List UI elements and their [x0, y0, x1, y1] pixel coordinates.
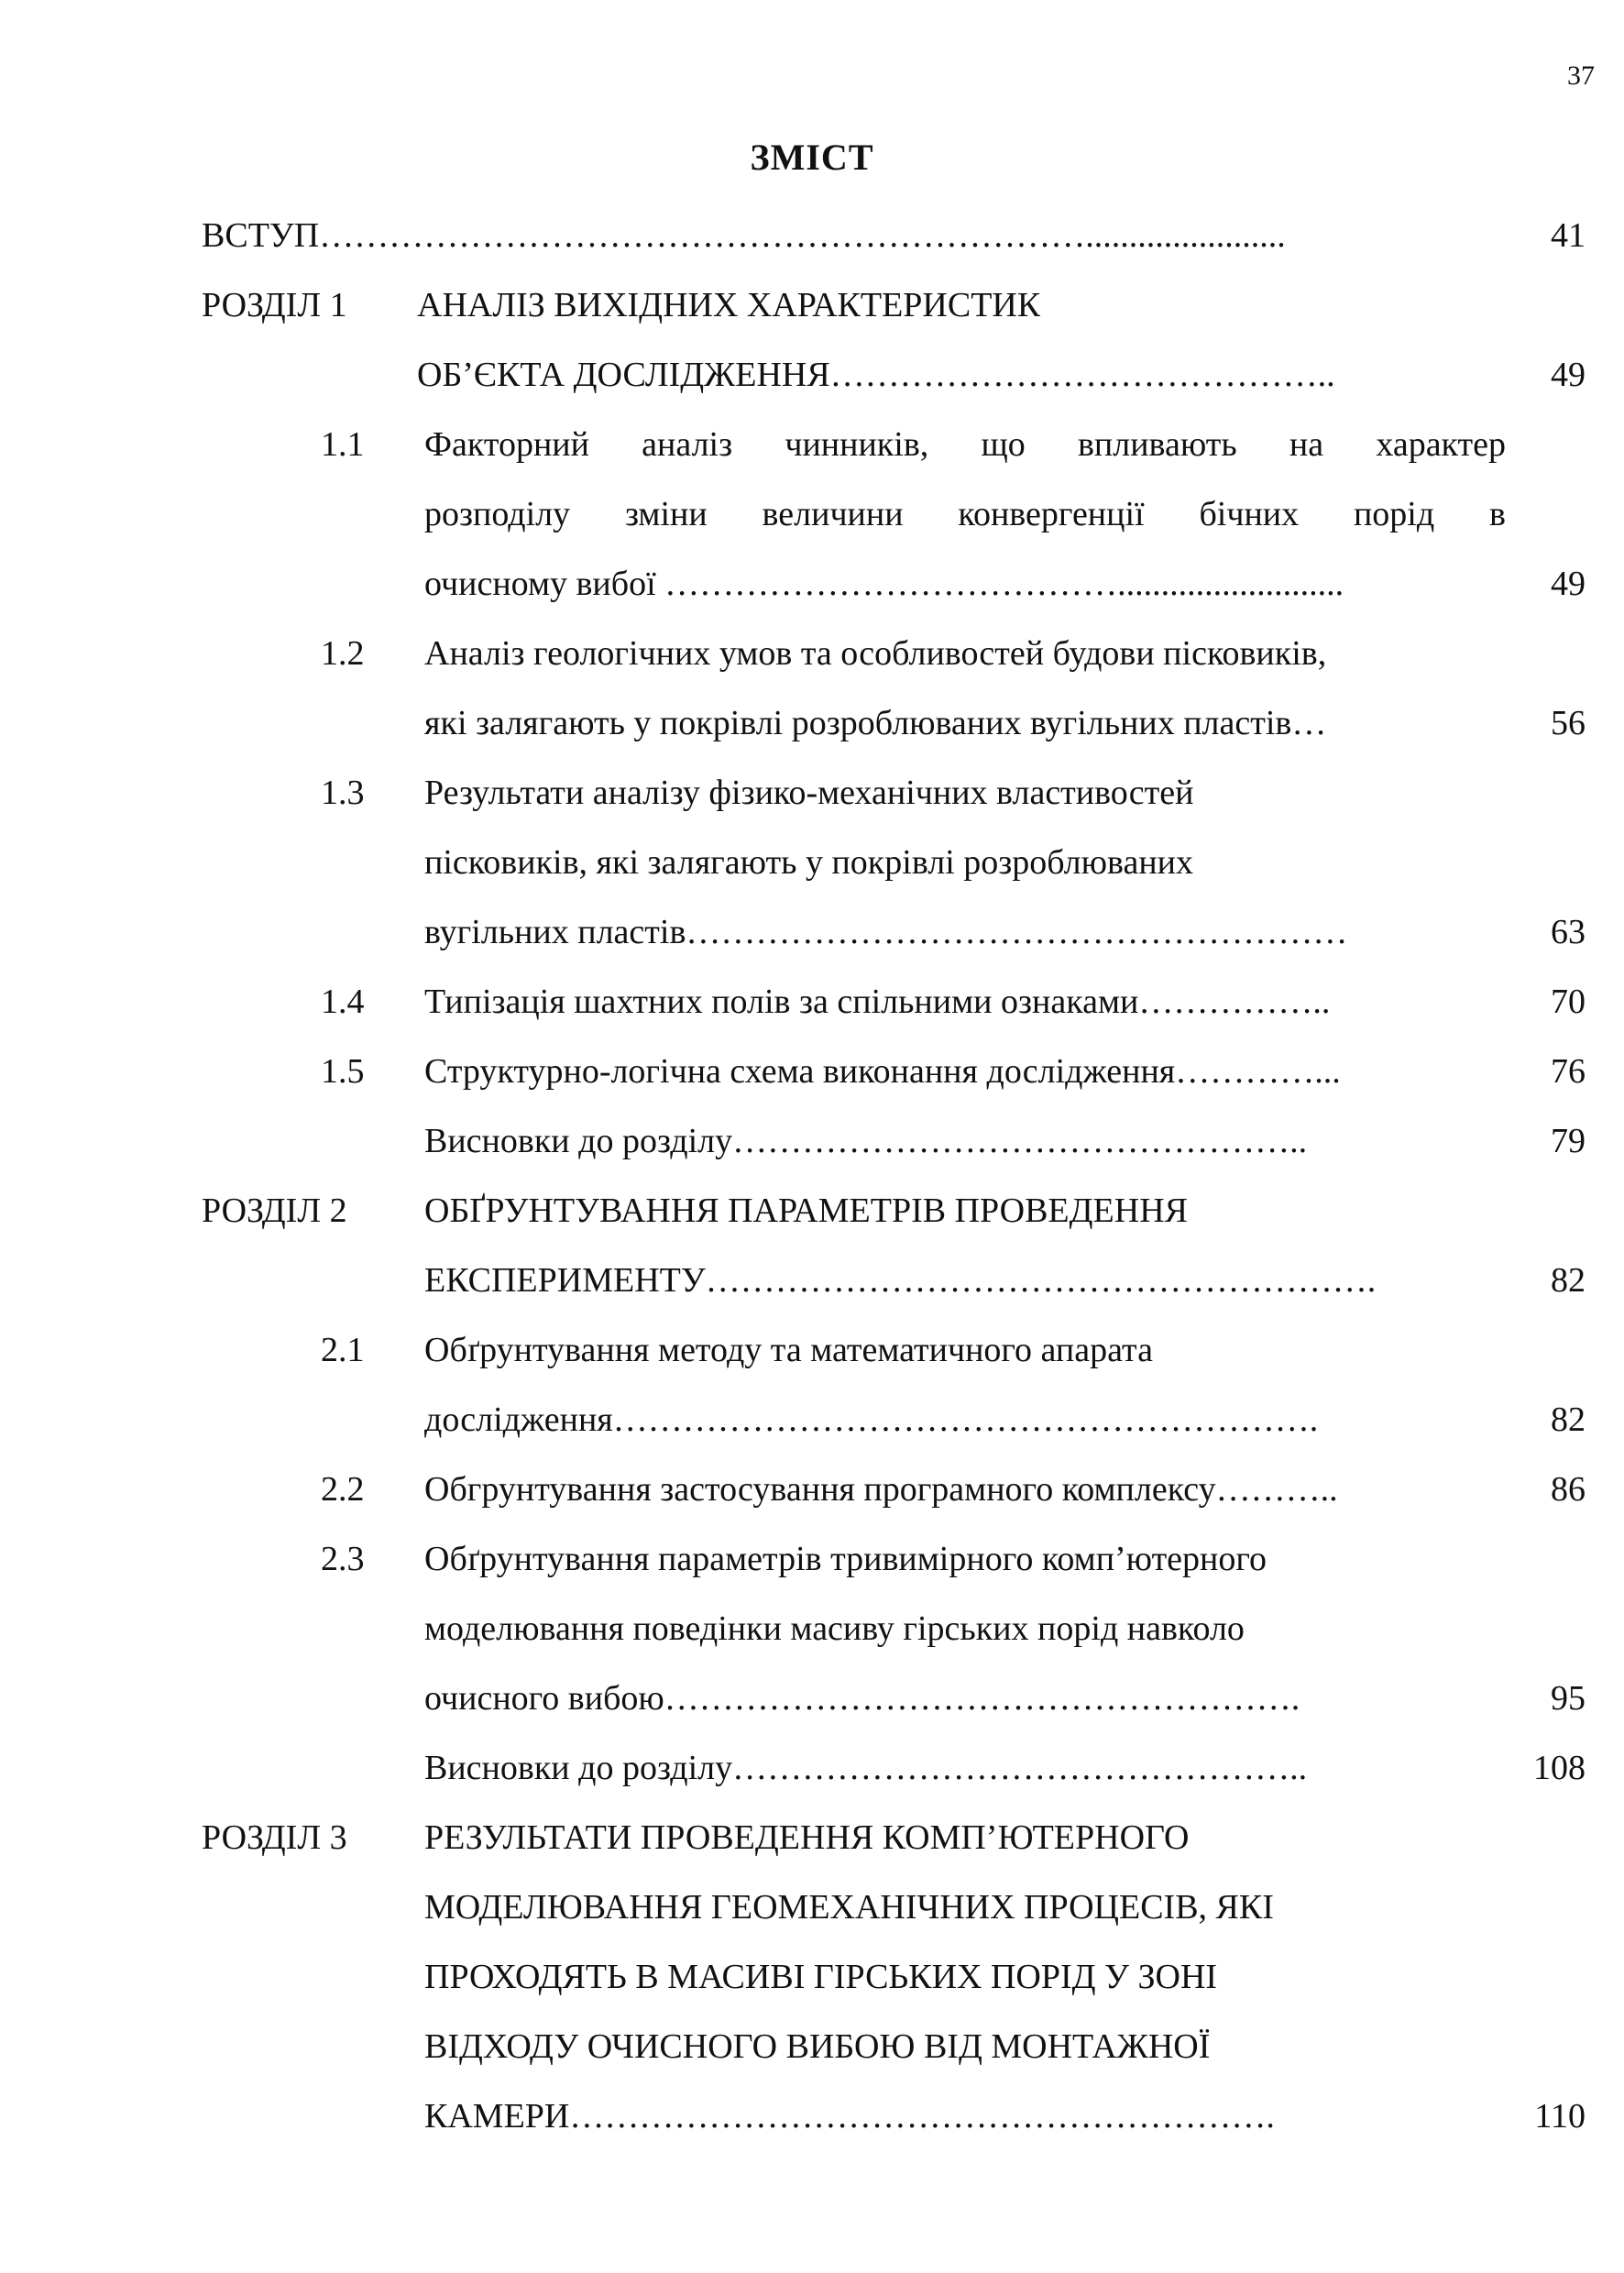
toc-entry-page: 70 — [1551, 983, 1586, 1021]
toc-entry-conclusions-1[interactable] — [0, 1107, 1624, 1175]
toc-entry-label: 2.3 — [321, 1540, 365, 1578]
toc-entry-line — [0, 1386, 1624, 1454]
toc-entry-text: розподілу зміни величини конвергенції бічних порід в — [424, 495, 1506, 533]
toc-entry-text: Факторний аналіз чинників, що впливають на характер — [424, 425, 1506, 464]
toc-entry-page: 110 — [1534, 2097, 1586, 2136]
toc-title: ЗМІСТ — [750, 137, 874, 178]
toc-entry-text: очисному вибої ………………………………….......................... — [424, 565, 1344, 603]
toc-entry-chapter-3[interactable] — [0, 1804, 1624, 1872]
toc-entry-text: дослідження……………………………………………………. — [424, 1400, 1319, 1439]
toc-entry-line — [0, 1595, 1624, 1663]
toc-entry-page: 76 — [1551, 1052, 1586, 1091]
toc-entry-line — [0, 689, 1624, 757]
toc-entry-page: 79 — [1551, 1122, 1586, 1160]
toc-entry-text: вугільних пластів………………………………………………… — [424, 913, 1348, 951]
toc-entry-chapter-2[interactable] — [0, 1177, 1624, 1245]
toc-entry-text: Типізація шахтних полів за спільними ознаками…………….. — [424, 983, 1331, 1021]
toc-entry-label: РОЗДІЛ 1 — [202, 286, 347, 324]
toc-entry-label: 1.3 — [321, 774, 365, 812]
toc-entry-text: ВІДХОДУ ОЧИСНОГО ВИБОЮ ВІД МОНТАЖНОЇ — [424, 2027, 1211, 2066]
toc-entry-line — [0, 2082, 1624, 2150]
toc-entry-line — [0, 829, 1624, 896]
toc-entry-chapter-1[interactable] — [0, 271, 1624, 339]
toc-entry-line — [0, 2013, 1624, 2081]
toc-entry-page: 108 — [1533, 1749, 1586, 1787]
toc-entry-label: РОЗДІЛ 2 — [202, 1191, 347, 1230]
toc-entry-label: 1.5 — [321, 1052, 365, 1091]
toc-entry-text: ПРОХОДЯТЬ В МАСИВІ ГІРСЬКИХ ПОРІД У ЗОНІ — [424, 1958, 1218, 1996]
toc-entry-line — [0, 1943, 1624, 2011]
toc-entry-text: ОБ’ЄКТА ДОСЛІДЖЕННЯ…………………………………….. — [417, 356, 1335, 394]
toc-entry-label: 2.2 — [321, 1470, 365, 1509]
toc-entry-line — [0, 480, 1624, 548]
toc-entry-page: 86 — [1551, 1470, 1586, 1509]
toc-entry-section-2-3[interactable] — [0, 1525, 1624, 1593]
toc-entry-line — [0, 1246, 1624, 1314]
toc-entry-text: ВСТУП…………………………………………………………....................... — [202, 216, 1286, 255]
toc-entry-section-1-5[interactable] — [0, 1038, 1624, 1105]
toc-entry-page: 41 — [1551, 216, 1586, 255]
toc-entry-page: 82 — [1551, 1261, 1586, 1300]
toc-entry-label: РОЗДІЛ 3 — [202, 1818, 347, 1857]
toc-entry-text: які залягають у покрівлі розроблюваних вугільних пластів… — [424, 704, 1327, 742]
toc-entry-text: Висновки до розділу………………………………………….. — [424, 1749, 1308, 1787]
toc-entry-line — [0, 550, 1624, 618]
toc-entry-line — [0, 1664, 1624, 1732]
toc-entry-text: пісковиків, які залягають у покрівлі розроблюваних — [424, 843, 1194, 882]
toc-entry-line — [0, 898, 1624, 966]
toc-entry-section-2-2[interactable] — [0, 1455, 1624, 1523]
toc-entry-line — [0, 1873, 1624, 1941]
toc-entry-page: 82 — [1551, 1400, 1586, 1439]
toc-entry-label: 2.1 — [321, 1331, 365, 1369]
toc-entry-text: Обґрунтування параметрів тривимірного комп’ютерного — [424, 1540, 1267, 1578]
toc-entry-text: Висновки до розділу………………………………………….. — [424, 1122, 1308, 1160]
toc-entry-text: Обґрунтування методу та математичного апарата — [424, 1331, 1153, 1369]
toc-entry-label: 1.4 — [321, 983, 365, 1021]
toc-entry-text: ЕКСПЕРИМЕНТУ…………………………………………………. — [424, 1261, 1377, 1300]
toc-entry-page: 56 — [1551, 704, 1586, 742]
toc-entry-line — [0, 341, 1624, 409]
toc-entry-page: 49 — [1551, 356, 1586, 394]
toc-entry-text: АНАЛІЗ ВИХІДНИХ ХАРАКТЕРИСТИК — [417, 286, 1041, 324]
toc-entry-page: 63 — [1551, 913, 1586, 951]
toc-entry-text: очисного вибою………………………………………………. — [424, 1679, 1300, 1718]
toc-entry-text: РЕЗУЛЬТАТИ ПРОВЕДЕННЯ КОМП’ЮТЕРНОГО — [424, 1818, 1190, 1857]
toc-entry-text: Аналіз геологічних умов та особливостей будови пісковиків, — [424, 634, 1327, 673]
toc-entry-text: Обгрунтування застосування програмного комплексу……….. — [424, 1470, 1338, 1509]
toc-entry-conclusions-2[interactable] — [0, 1734, 1624, 1802]
toc-entry-page: 49 — [1551, 565, 1586, 603]
toc-entry-label: 1.2 — [321, 634, 365, 673]
toc-entry-section-1-3[interactable] — [0, 759, 1624, 827]
toc-entry-text: моделювання поведінки масиву гірських порід навколо — [424, 1609, 1245, 1648]
toc-entry-section-1-2[interactable] — [0, 620, 1624, 687]
toc-entry-text: МОДЕЛЮВАННЯ ГЕОМЕХАНІЧНИХ ПРОЦЕСІВ, ЯКІ — [424, 1888, 1274, 1927]
toc-entry-page: 95 — [1551, 1679, 1586, 1718]
toc-entry-text: Результати аналізу фізико-механічних властивостей — [424, 774, 1194, 812]
toc-entry-text: Структурно-логічна схема виконання дослідження…………... — [424, 1052, 1341, 1091]
page-number: 37 — [1567, 60, 1595, 91]
toc-entry-text: ОБҐРУНТУВАННЯ ПАРАМЕТРІВ ПРОВЕДЕННЯ — [424, 1191, 1188, 1230]
toc-entry-section-2-1[interactable] — [0, 1316, 1624, 1384]
toc-entry-section-1-1[interactable] — [0, 411, 1624, 478]
toc-entry-label: 1.1 — [321, 425, 365, 464]
toc-entry-text: КАМЕРИ……………………………………………………. — [424, 2097, 1275, 2136]
toc-entry-section-1-4[interactable] — [0, 968, 1624, 1036]
toc-entry-introduction[interactable] — [0, 202, 1624, 269]
